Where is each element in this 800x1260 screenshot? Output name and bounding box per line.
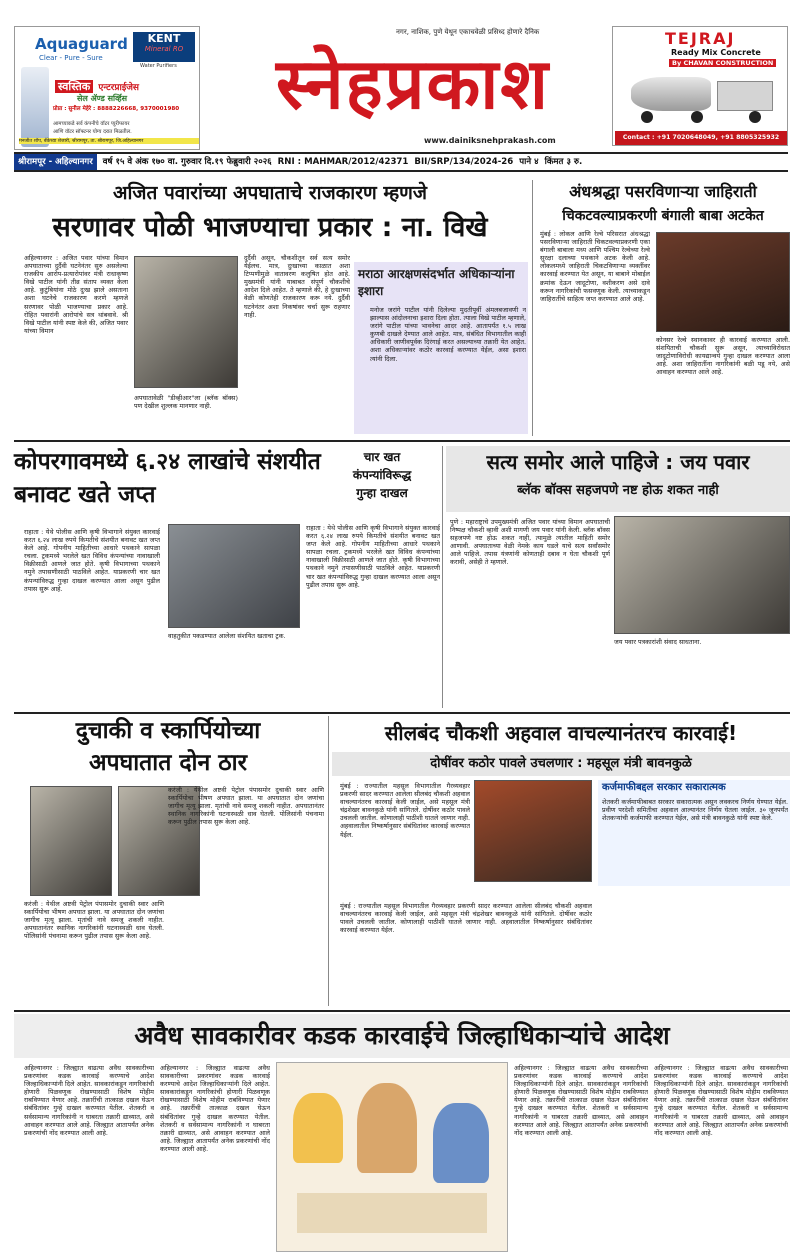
andh-body2: कोनसर रेल्वे स्थानकावर ही कारवाई करण्यात आली. संशयिताची चौकशी सुरू असून, त्याच्याविरोधात जादूटोणाविरोधी कायद्यान्वये गुन्हा दाखल करण्यात आला आहे. अशा जाहिरातींना नागरिकांनी बळी पडू नये, असे आवाहन करण्यात आले आहे. — [656, 336, 790, 377]
kopargaon-side-2: कंपन्यांविरूद्ध — [352, 468, 412, 482]
shop-name-banner — [55, 75, 195, 91]
sealed-body2: मुंबई : राज्यातील महसूल विभागातील गैरव्यवहार प्रकरणी सादर करण्यात आलेला सीलबंद चौकशी अहवाल वाचल्यानंतरच कारवाई केली जाईल, असे महसूल मंत्री चंद्रशेखर बावनकुळे यांनी सांगितले. दोषींवर कठोर पावले उचलली जातील. कोणालाही पाठीशी घातले जाणार नाही. अहवालातील निष्कर्षानुसार संबंधितांवर कारवाई करण्यात येईल. — [340, 902, 592, 935]
sealed-headline: सीलबंद चौकशी अहवाल वाचल्यानंतरच कारवाई! — [384, 721, 738, 745]
andh-body: मुंबई : लोकल आणि रेल्वे परिसरात अंधश्रद्धा पसरविणाऱ्या जाहिराती चिकटवल्याप्रकरणी एका बंगाली बाबाला मध्य आणि पश्चिम रेल्वेच्या रेल्वे सुरक्षा दलाच्या पथकाने अटक केली आहे. लोकलमध्ये जाहिराती चिकटविणाऱ्या व्यक्तींवर कारवाई करण्यात येत असून, या बाबाने मोबाईल क्रमांक देऊन जादूटोणा, वशीकरण असे दावे करून नागरिकांची फसवणूक केली. त्याच्याकडून जाहिरातींचे साहित्य जप्त करण्यात आले आहे. — [540, 230, 650, 303]
kopargaon-body: राहाता : येथे पोलीस आणि कृषी विभागाने संयुक्त कारवाई करत ६.२४ लाख रुपये किमतीचे संशयीत बनावट खत जप्त केले आहे. गोपनीय माहितीच्या आधारे पथकाने सापळा रचला. ट्रकमध्ये भरलेले खत विविध कंपन्यांच्या नावाखाली विक्रीसाठी आणले जात होते. कृषी विभागाच्या पथकाने नमुने तपासणीसाठी पाठविले आहेत. याप्रकरणी चार खत कंपन्यांविरुद्ध गुन्हा दाखल करण्यात आला असून पुढील तपास सुरू आहे. — [24, 528, 160, 593]
jaypawar-photo — [614, 516, 790, 634]
jaypawar-headline: सत्य समोर आले पाहिजे : जय पवार — [486, 450, 750, 474]
vikhe-photo — [134, 256, 238, 388]
info-location: श्रीरामपूर - अहिल्यानगर — [14, 154, 97, 170]
savkar-col2: अहिल्यानगर : जिल्ह्यात वाढत्या अवैध सावकारीच्या प्रकरणांवर कडक कारवाई करण्याचे आदेश जिल्हाधिकाऱ्यांनी दिले आहेत. सावकारांकडून नागरिकांची होणारी पिळवणूक रोखण्यासाठी विशेष मोहीम राबविण्यात येणार आहे. तक्रारींची तात्काळ दखल घेऊन संबंधितांवर गुन्हे दाखल करण्यात येतील. शेतकरी व सर्वसामान्य नागरिकांनी न घाबरता तक्रारी द्याव्यात, असे आवाहन करण्यात आले आहे. जिल्ह्यात आतापर्यंत अनेक प्रकरणांची नोंद करण्यात आली आहे. — [160, 1064, 270, 1153]
tejraj-logo: TEJRAJ — [665, 29, 736, 48]
story1-col2: दुर्दैवी असून, चौकशीतून सर्व सत्य समोर येईलच. मात्र, दुःखाच्या काळात अशा टिप्पणीमुळे वातावरण कलुषित होत आहे. मुख्यमंत्री यांनी याबाबत संपूर्ण चौकशीचे आदेश दिले आहेत. ते म्हणाले की, हे दुःखाच्या वेळी कोणतेही राजकारण करू नये. दुर्दैवी घटनेनंतर अशा निकषांवर चर्चा सुरू राहणार नाही. — [244, 254, 350, 319]
tejraj-product: Ready Mix Concrete — [671, 48, 761, 57]
accident-body: करंजी : येथील अष्टवी पेट्रोल पंपासमोर दुचाकी स्वार आणि स्कार्पियोचा भीषण अपघात झाला. या अपघातात दोन जणांचा जागीच मृत्यू झाला. मृतांची नावे समजू शकली नाहीत. अपघातानंतर स्थानिक नागरिकांनी घटनास्थळी धाव घेतली. पोलिसांनी पंचनामा करून पुढील तपास सुरू केला आहे. — [24, 900, 164, 941]
tejraj-by: By CHAVAN CONSTRUCTION — [669, 59, 776, 67]
info-price: किंमत ३ रु. — [544, 157, 583, 167]
fertilizer-truck-photo — [168, 524, 300, 628]
kopargaon-side-box — [330, 448, 434, 520]
mixer-truck-image — [621, 73, 781, 123]
andh-headline-1: अंधश्रद्धा पसरविणाऱ्या जाहिराती — [569, 182, 757, 201]
jaypawar-banner — [446, 446, 790, 512]
andh-headline-2: चिकटवल्याप्रकरणी बंगाली बाबा अटकेत — [562, 208, 764, 224]
kent-tag: Water Purifiers — [140, 63, 177, 69]
accident-headline-2: अपघातात दोन ठार — [88, 750, 248, 776]
masthead-title: स्नेहप्रकाश — [275, 43, 551, 125]
kent-brand: KENT — [147, 32, 181, 45]
kopargaon-side-3: गुन्हा दाखल — [356, 486, 408, 500]
savkar-cartoon — [276, 1062, 508, 1252]
jaypawar-subhead: ब्लॅक बॉक्स सहजपणे नष्ट होऊ शकत नाही — [517, 483, 719, 498]
tejraj-contact: Contact : +91 7020648049, +91 8805325932 — [615, 131, 787, 145]
accident-body2: करंजी : येथील अष्टवी पेट्रोल पंपासमोर दुचाकी स्वार आणि स्कार्पियोचा भीषण अपघात झाला. या अपघातात दोन जणांचा जागीच मृत्यू झाला. मृतांची नावे समजू शकली नाहीत. अपघातानंतर स्थानिक नागरिकांनी घटनास्थळी धाव घेतली. पोलिसांनी पंचनामा करून पुढील तपास सुरू केला आहे. — [168, 786, 324, 827]
kopargaon-body2: राहाता : येथे पोलीस आणि कृषी विभागाने संयुक्त कारवाई करत ६.२४ लाख रुपये किमतीचे संशयीत बनावट खत जप्त केले आहे. गोपनीय माहितीच्या आधारे पथकाने सापळा रचला. ट्रकमध्ये भरलेले खत विविध कंपन्यांच्या नावाखाली विक्रीसाठी आणले जात होते. कृषी विभागाच्या पथकाने नमुने तपासणीसाठी पाठविले आहेत. याप्रकरणी चार खत कंपन्यांविरुद्ध गुन्हा दाखल करण्यात आला असून पुढील तपास सुरू आहे. — [306, 524, 440, 589]
story1-col1: अहिल्यानगर : अजित पवार यांच्या विमान अपघाताच्या दुर्दैवी घटनेनंतर सुरु असलेल्या राजकीय आरोप-प्रत्यारोपांवर मंत्री राधाकृष्ण विखे पाटील यांनी तीव्र संताप व्यक्त केला आहे. कुटुंबियांना मोठे दुःख झाले असताना अशा घटनेचे राजकारण करणे म्हणजे सरणावर पोळी भाजण्याचा प्रकार आहे. रोहित पवारांनी आरोपांचे सत्र थांबवावे. श्री विखे पाटील यांनी स्पष्ट केले की, अजित पवार यांच्या विमान — [24, 254, 128, 335]
bawankule-photo — [474, 780, 592, 882]
shop-line2: आणि वॉटर सॉफ्टनर योग्य दरात मिळतील. — [53, 129, 132, 135]
kent-logo — [133, 32, 195, 62]
kent-mineral: Mineral RO — [144, 45, 184, 53]
info-pages: पाने ४ — [519, 157, 539, 167]
shop-contact: प्रोप्रा : सुनील मेहेरे : 8888226668, 9370001980 — [53, 106, 180, 112]
shop-service: सेल ॲण्ड सर्व्हिस — [77, 94, 128, 103]
water-purifier-image — [21, 67, 49, 147]
kopargaon-headline: कोपरगावमध्ये ६.२४ लाखांचे संशयीत बनावट खते जप्त — [14, 449, 321, 508]
ad-water-purifier[interactable] — [14, 26, 200, 150]
aquaguard-logo: Aquaguard — [35, 35, 128, 53]
karj-headline: कर्जमाफीबद्दल सरकार सकारात्मक — [602, 782, 726, 793]
maratha-headline: मराठा आरक्षणसंदर्भात अधिकाऱ्यांना इशारा — [358, 267, 515, 298]
info-rni: RNI : MAHMAR/2012/42371 — [277, 157, 409, 167]
sealed-subhead-band — [332, 752, 790, 776]
masthead-tagline: नगर, नाशिक, पुणे येथून एकाचवेळी प्रसिध्द होणारे दैनिक — [396, 28, 540, 36]
story1-kicker: अजित पवारांच्या अपघाताचे राजकारण म्हणजे — [112, 182, 427, 204]
savkar-col4: अहिल्यानगर : जिल्ह्यात वाढत्या अवैध सावकारीच्या प्रकरणांवर कडक कारवाई करण्याचे आदेश जिल्हाधिकाऱ्यांनी दिले आहेत. सावकारांकडून नागरिकांची होणारी पिळवणूक रोखण्यासाठी विशेष मोहीम राबविण्यात येणार आहे. तक्रारींची तात्काळ दखल घेऊन संबंधितांवर गुन्हे दाखल करण्यात येतील. शेतकरी व सर्वसामान्य नागरिकांनी न घाबरता तक्रारी द्याव्यात, असे आवाहन करण्यात आले आहे. जिल्ह्यात आतापर्यंत अनेक प्रकरणांची नोंद करण्यात आली आहे. — [654, 1064, 788, 1137]
karj-body: शेतकरी कर्जमाफीबाबत सरकार सकारात्मक असून लवकरच निर्णय घेण्यात येईल. प्रवीण परदेशी समितीचा अहवाल आल्यानंतर निर्णय घेतला जाईल. ३० जूनपर्यंत शेतकऱ्यांची कर्जमाफी करण्यात येईल, असे मंत्री बावनकुळे यांनी स्पष्ट केले. — [602, 798, 788, 823]
kopargaon-caption: वाहतुकीत पकडण्यात आलेला संशयित खताचा ट्रक. — [168, 632, 286, 640]
story1-caption: अपघातावेळी "डीव्हीआर"ला (ब्लॅक बॉक्स) पण देखील शुल्लक मानणार नाही. — [134, 394, 238, 411]
sealed-subhead: दोषींवर कठोर पावले उचलणार : महसूल मंत्री बावनकुळे — [430, 756, 692, 771]
victim1-photo — [30, 786, 112, 896]
info-postal: BII/SRP/134/2024-26 — [414, 157, 514, 167]
shop-suffix: एन्टरप्राईजेस — [98, 83, 139, 93]
kopargaon-side-1: चार खत — [363, 450, 401, 464]
shop-address: मनजीत शॉप, बँकेच्या शेजारी, श्रीरामपूर, ता. श्रीरामपूर, जि.अहिल्यानगर — [19, 138, 199, 144]
story1-headline: सरणावर पोळी भाजण्याचा प्रकार : ना. विखे — [52, 212, 488, 243]
shop-line1: आमच्याकडे सर्व कंपनीचे वॉटर प्युरीफायर — [53, 121, 130, 127]
savkar-headline: अवैध सावकारीवर कडक कारवाईचे जिल्हाधिकाऱ्यांचे आदेश — [134, 1021, 670, 1050]
accident-headline-1: दुचाकी व स्कार्पियोच्या — [75, 718, 261, 744]
savkar-col1: अहिल्यानगर : जिल्ह्यात वाढत्या अवैध सावकारीच्या प्रकरणांवर कडक कारवाई करण्याचे आदेश जिल्हाधिकाऱ्यांनी दिले आहेत. सावकारांकडून नागरिकांची होणारी पिळवणूक रोखण्यासाठी विशेष मोहीम राबविण्यात येणार आहे. तक्रारींची तात्काळ दखल घेऊन संबंधितांवर गुन्हे दाखल करण्यात येतील. शेतकरी व सर्वसामान्य नागरिकांनी न घाबरता तक्रारी द्याव्यात, असे आवाहन करण्यात आले आहे. जिल्ह्यात आतापर्यंत अनेक प्रकरणांची नोंद करण्यात आली आहे. — [24, 1064, 154, 1137]
masthead-website[interactable]: www.dainiksnehprakash.com — [424, 136, 556, 145]
savkar-col3: अहिल्यानगर : जिल्ह्यात वाढत्या अवैध सावकारीच्या प्रकरणांवर कडक कारवाई करण्याचे आदेश जिल्हाधिकाऱ्यांनी दिले आहेत. सावकारांकडून नागरिकांची होणारी पिळवणूक रोखण्यासाठी विशेष मोहीम राबविण्यात येणार आहे. तक्रारींची तात्काळ दखल घेऊन संबंधितांवर गुन्हे दाखल करण्यात येतील. शेतकरी व सर्वसामान्य नागरिकांनी न घाबरता तक्रारी द्याव्यात, असे आवाहन करण्यात आले आहे. जिल्ह्यात आतापर्यंत अनेक प्रकरणांची नोंद करण्यात आली आहे. — [514, 1064, 648, 1137]
jaypawar-body: पुणे : महाराष्ट्राचे उपमुख्यमंत्री अजित पवार यांच्या विमान अपघाताची निष्पक्ष चौकशी व्हावी अशी मागणी जय पवार यांनी केली. ब्लॅक बॉक्स सहजपणे नष्ट होऊ शकत नाही, त्यामुळे त्यातील माहिती समोर आणावी. अपघाताच्या वेळी नेमके काय घडले याचे सत्य सर्वांसमोर आले पाहिजे. तपास यंत्रणांनी कोणताही दबाव न घेता चौकशी पूर्ण करावी, असेही ते म्हणाले. — [450, 518, 610, 567]
aquaguard-tagline: Clear - Pure - Sure — [39, 54, 103, 62]
jaypawar-caption: जय पवार पत्रकारांशी संवाद साधताना. — [614, 638, 702, 646]
shop-name: स्वस्तिक — [55, 80, 93, 93]
savkar-banner — [14, 1014, 790, 1058]
ad-ready-mix[interactable] — [612, 26, 788, 146]
info-bar — [14, 152, 788, 172]
info-issue: वर्ष १५ वे अंक १७० वा. गुरुवार दि.१९ फेब्रुवारी २०२६ — [102, 157, 272, 167]
sealed-body: मुंबई : राज्यातील महसूल विभागातील गैरव्यवहार प्रकरणी सादर करण्यात आलेला सीलबंद चौकशी अहवाल वाचल्यानंतरच कारवाई केली जाईल, असे महसूल मंत्री चंद्रशेखर बावनकुळे यांनी सांगितले. दोषींवर कठोर पावले उचलली जातील. कोणालाही पाठीशी घातले जाणार नाही. अहवालातील निष्कर्षानुसार संबंधितांवर कारवाई करण्यात येईल. — [340, 782, 470, 839]
crime-scene-photo — [656, 232, 790, 332]
maratha-body: मनोज जरांगे पाटील यांनी दिलेल्या मुदतीपूर्वी अंमलबजावणी न झाल्यास आंदोलनाचा इशारा दिला होता. त्याला विखे पाटील म्हणाले, जरांगे पाटील यांच्या भावनेचा आदर आहे. आतापर्यंत १.५ लाख कुणबी दाखले देण्यात आले आहेत. मात्र, संबंधित विभागातील काही अधिकारी जाणीवपूर्वक दिरंगाई करत असल्याच्या तक्रारी येत आहेत. अशा अधिकाऱ्यांवर कठोर कारवाई करण्यात येईल, असा इशारा त्यांनी दिला. — [370, 306, 526, 363]
